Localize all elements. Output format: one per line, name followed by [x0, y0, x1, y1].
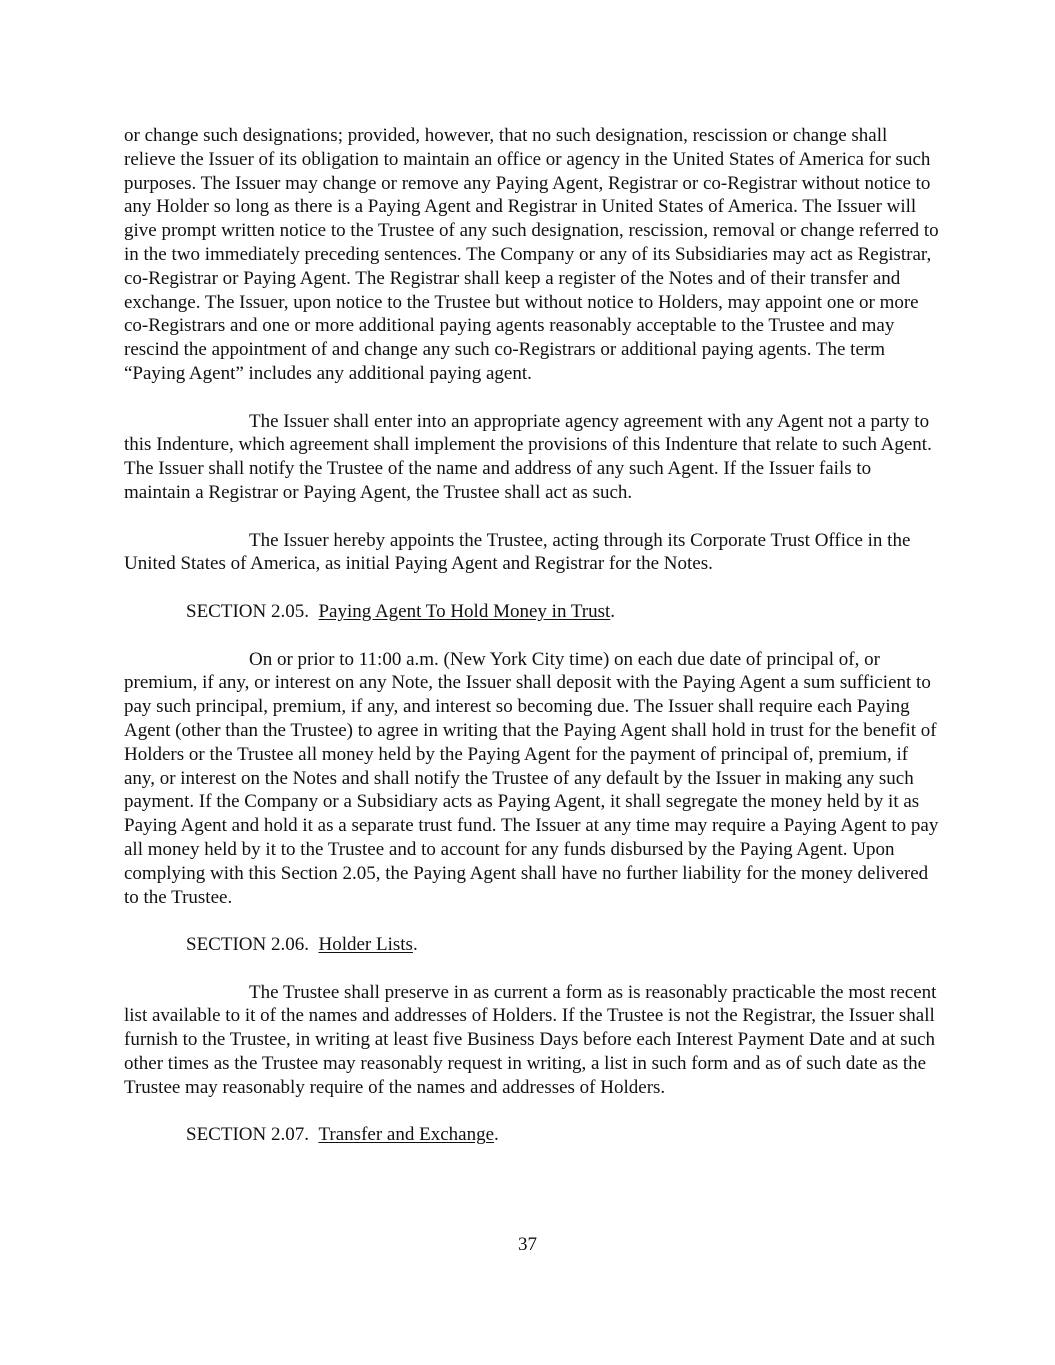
section-number: SECTION 2.05.: [186, 600, 309, 622]
section-number: SECTION 2.06.: [186, 934, 309, 956]
section-2-05-heading: [124, 600, 939, 624]
paragraph-registrar-designations: or change such designations; provided, however, that no such designation, rescission or change shall relieve the Issuer of its obligation to maintain an office or agency in the United States of America for such purposes. The Issuer may change or remove any Paying Agent, Registrar or co-Registrar without notice to any Holder so long as there is a Paying Agent and Registrar in United States of America. The Issuer will give prompt written notice to the Trustee of any such designation, rescission, removal or change referred to in the two immediately preceding sentences. The Company or any of its Subsidiaries may act as Registrar, co-Registrar or Paying Agent. The Registrar shall keep a register of the Notes and of their transfer and exchange. The Issuer, upon notice to the Trustee but without notice to Holders, may appoint one or more co-Registrars and one or more additional paying agents reasonably acceptable to the Trustee and may rescind the appointment of and change any such co-Registrars or additional paying agents. The term “Paying Agent” includes any additional paying agent.: [124, 125, 939, 384]
paragraph-initial-paying-agent: The Issuer hereby appoints the Trustee, acting through its Corporate Trust Office in the United States of America, as initial Paying Agent and Registrar for the Notes.: [124, 529, 911, 575]
paragraph-holder-lists: The Trustee shall preserve in as current a form as is reasonably practicable the most recent list available to it of the names and addresses of Holders. If the Trustee is not the Registrar, the Issuer shall furnish to the Trustee, in writing at least five Business Days before each Interest Payment Date and at such other times as the Trustee may reasonably request in writing, a list in such form and as of such date as the Trustee may reasonably require of the names and addresses of Holders.: [124, 981, 937, 1098]
section-title: Transfer and Exchange: [318, 1124, 495, 1146]
section-2-06-heading: [124, 933, 939, 957]
section-2-07-heading: [124, 1123, 939, 1147]
section-title: Holder Lists: [318, 934, 413, 956]
section-title: Paying Agent To Hold Money in Trust: [318, 600, 611, 622]
paragraph-agency-agreement: The Issuer shall enter into an appropriate agency agreement with any Agent not a party to this Indenture, which agreement shall implement the provisions of this Indenture that relate to such Agent. The Issuer shall notify the Trustee of the name and address of any such Agent. If the Issuer fails to maintain a Registrar or Paying Agent, the Trustee shall act as such.: [124, 410, 932, 503]
paragraph-paying-agent-deposit: On or prior to 11:00 a.m. (New York City time) on each due date of principal of, or premium, if any, or interest on any Note, the Issuer shall deposit with the Paying Agent a sum sufficient to pay such principal, premium, if any, and interest so becoming due. The Issuer shall require each Paying Agent (other than the Trustee) to agree in writing that the Paying Agent shall hold in trust for the benefit of Holders or the Trustee all money held by the Paying Agent for the payment of principal of, premium, if any, or interest on the Notes and shall notify the Trustee of any default by the Issuer in making any such payment. If the Company or a Subsidiary acts as Paying Agent, it shall segregate the money held by it as Paying Agent and hold it as a separate trust fund. The Issuer at any time may require a Paying Agent to pay all money held by it to the Trustee and to account for any funds disbursed by the Paying Agent. Upon complying with this Section 2.05, the Paying Agent shall have no further liability for the money delivered to the Trustee.: [124, 648, 939, 908]
section-number: SECTION 2.07.: [186, 1124, 309, 1146]
document-body: [124, 124, 939, 1171]
section-title-period: .: [412, 934, 418, 956]
page-number: 37: [518, 1234, 537, 1255]
section-title-period: .: [610, 600, 616, 622]
section-title-period: .: [494, 1124, 499, 1146]
